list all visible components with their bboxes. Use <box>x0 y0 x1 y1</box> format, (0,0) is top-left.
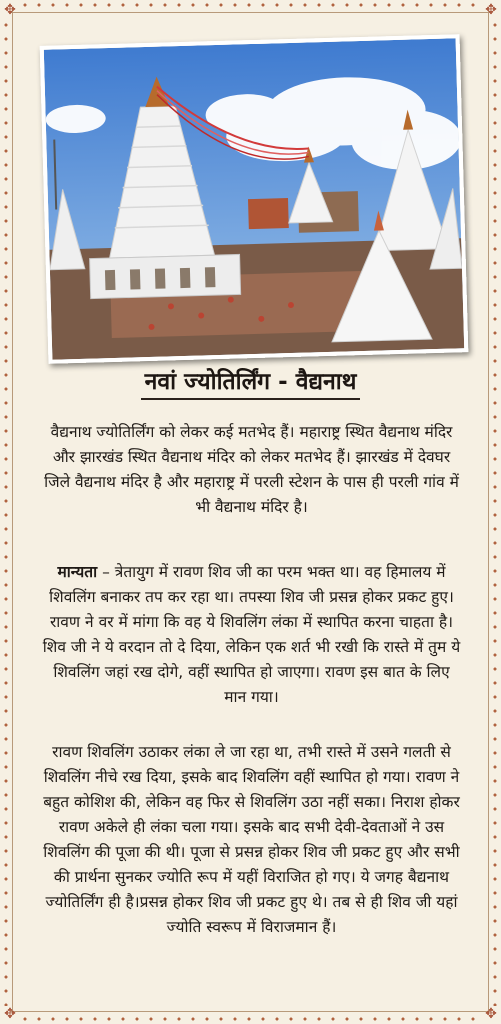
border-left <box>12 10 13 1014</box>
belief-text: – त्रेतायुग में रावण शिव जी का परम भक्त था। वह हिमालय में शिवलिंग बनाकर तप कर रहा था। तपस्या शिव जी प्रसन्न होकर प्रकट हुए। रावण ने वर में मांगा कि वह ये शिवलिंग लंका में स्थापित करना चाहता है। शिव जी ने ये वरदान तो दे दिया, लेकिन एक शर्त भी रखी कि रास्ते में तुम ये शिवलिंग जहां रख दोगे, वहीं स्थापित हो जाएगा। रावण इस बात के लिए मान गया। <box>42 563 461 706</box>
belief-lead: मान्यता <box>57 563 98 581</box>
paragraph-intro: वैद्यनाथ ज्योतिर्लिंग को लेकर कई मतभेद हैं। महाराष्ट्र स्थित वैद्यनाथ मंदिर और झारखंड स्थित वैद्यनाथ मंदिर को लेकर मतभेद हैं। झारखंड में देवघर जिले वैद्यनाथ मंदिर है और महाराष्ट्र में परली स्टेशन के पास ही परली गांव में भी वैद्यनाथ मंदिर है। <box>44 423 459 516</box>
heading-text: नवां ज्योतिर्लिंग - वैद्यनाथ <box>141 364 361 400</box>
dotted-border-left <box>3 18 9 1006</box>
paragraph-story: रावण शिवलिंग उठाकर लंका ले जा रहा था, तभी रास्ते में उसने गलती से शिवलिंग नीचे रख दिया, इसके बाद शिवलिंग वहीं स्थापित हो गया। रावण ने बहुत कोशिश की, लेकिन वह फिर से शिवलिंग उठा नहीं सका। निराश होकर रावण अकेले ही लंका चला गया। इसके बाद सभी देवी-देवताओं ने उस शिवलिंग की पूजा की थी। पूजा से प्रसन्न होकर शिव जी प्रकट हुए और सभी की प्रार्थना सुनकर ज्योति रूप में यहीं विराजित हो गए। ये जगह बैद्यनाथ ज्योतिर्लिंग ही है।प्रसन्न होकर शिव जी प्रकट हुए थे। तब से ही शिव जी यहां ज्योति स्वरूप में विराजमान हैं। <box>43 743 460 936</box>
corner-ornament-icon: ✥ <box>485 1006 497 1022</box>
corner-ornament-icon: ✥ <box>485 2 497 18</box>
temple-illustration <box>44 38 464 359</box>
corner-ornament-icon: ✥ <box>4 1006 16 1022</box>
border-top <box>10 12 491 13</box>
paragraph-belief <box>42 560 461 710</box>
border-bottom <box>10 1011 491 1012</box>
dotted-border-bottom <box>18 1016 483 1022</box>
dotted-border-right <box>492 18 498 1006</box>
section-heading <box>0 364 501 400</box>
dotted-border-top <box>18 2 483 8</box>
corner-ornament-icon: ✥ <box>4 2 16 18</box>
border-right <box>488 10 489 1014</box>
temple-photo <box>40 34 469 364</box>
